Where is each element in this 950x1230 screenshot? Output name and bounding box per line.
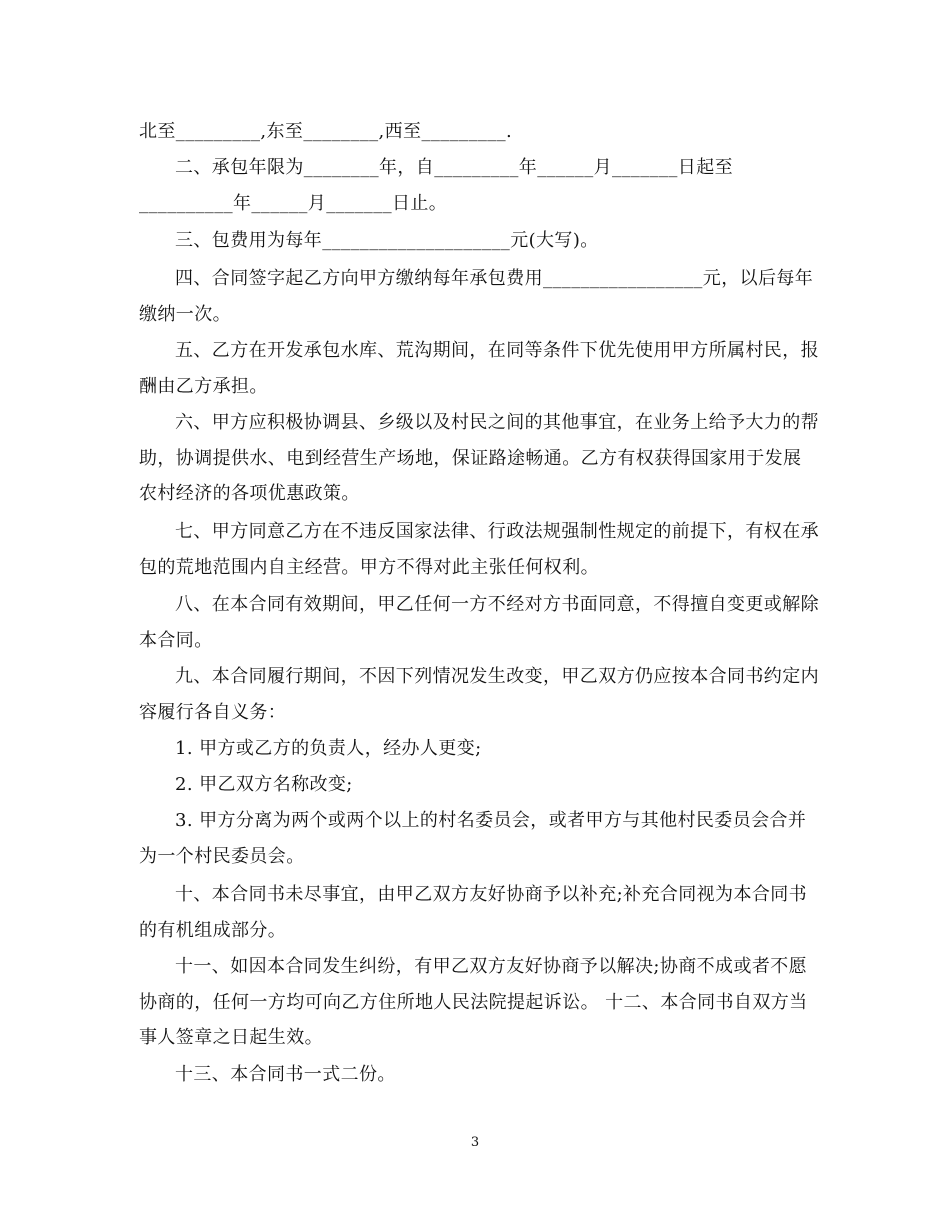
paragraph-copies: 十三、本合同书一式二份。 (175, 1064, 396, 1085)
paragraph-disputes: 十一、如因本合同发生纠纷，有甲乙双方友好协商予以解决;协商不成或者不愿协商的，任何一方均可向乙方住所地人民法院提起诉讼。 十二、本合同书自双方当事人签章之日起生效。 (139, 956, 808, 1048)
paragraph-term: 二、承包年限为________年，自_________年______月_______日起至__________年______月_______日止。 (139, 157, 733, 214)
list-item-3: 3. 甲方分离为两个或两个以上的村名委员会，或者甲方与其他村民委员会合并为一个村民委员会。 (139, 810, 807, 867)
paragraph-obligations: 九、本合同履行期间，不因下列情况发生改变，甲乙双方仍应按本合同书约定内容履行各自义务： (139, 666, 819, 723)
paragraph-supplement: 十、本合同书未尽事宜，由甲乙双方友好协商予以补充;补充合同视为本合同书的有机组成部分。 (139, 884, 808, 941)
paragraph-modification: 八、在本合同有效期间，甲乙任何一方不经对方书面同意，不得擅自变更或解除本合同。 (139, 594, 819, 651)
paragraph-villagers: 五、乙方在开发承包水库、荒沟期间，在同等条件下优先使用甲方所属村民，报酬由乙方承担。 (139, 340, 819, 397)
list-item-2: 2. 甲乙双方名称改变; (175, 774, 353, 795)
paragraph-fee: 三、包费用为每年____________________元(大写)。 (175, 230, 599, 251)
list-item-1: 1. 甲方或乙方的负责人，经办人更变; (175, 738, 482, 759)
paragraph-coordination: 六、甲方应积极协调县、乡级以及村民之间的其他事宜，在业务上给予大力的帮助，协调提供水、电到经营生产场地，保证路途畅通。乙方有权获得国家用于发展农村经济的各项优惠政策。 (139, 412, 819, 504)
paragraph-autonomy: 七、甲方同意乙方在不违反国家法律、行政法规强制性规定的前提下，有权在承包的荒地范围内自主经营。甲方不得对此主张任何权利。 (139, 521, 819, 578)
paragraph-boundaries: 北至_________,东至________,西至_________. (139, 121, 513, 142)
page-number: 3 (470, 1135, 480, 1150)
paragraph-payment: 四、合同签字起乙方向甲方缴纳每年承包费用_________________元，以后每年缴纳一次。 (139, 268, 814, 325)
